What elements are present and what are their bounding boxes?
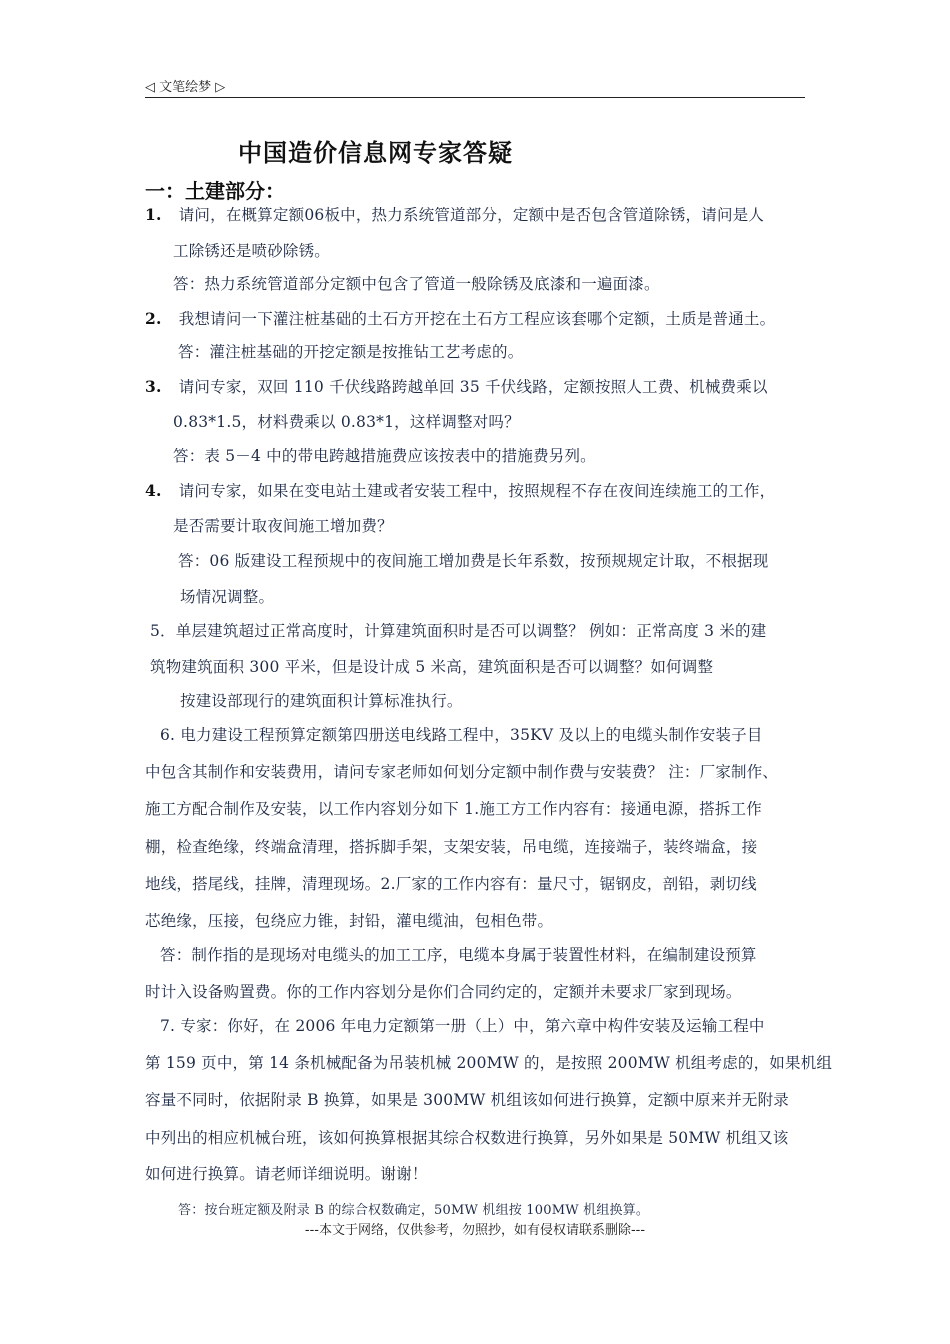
answer-4-line-1: 答：06 版建设工程预规中的夜间施工增加费是长年系数，按预规规定计取，不根据现 <box>178 552 769 570</box>
question-5-line-2: 筑物建筑面积 300 平米，但是设计成 5 米高，建筑面积是否可以调整？如何调整 <box>150 658 714 676</box>
question-6-line-1: 6. 电力建设工程预算定额第四册送电线路工程中，35KV 及以上的电缆头制作安装子目 <box>160 726 763 744</box>
document-title: 中国造价信息网专家答疑 <box>238 138 513 167</box>
section-heading: 一：土建部分： <box>145 179 285 203</box>
header-brand: ◁ 文笔绘梦 ▷ <box>145 80 226 95</box>
question-7-line-2: 第 159 页中，第 14 条机械配备为吊装机械 200MW 的，是按照 200MW 机组考虑的，如果机组 <box>145 1054 833 1072</box>
answer-3: 答：表 5－4 中的带电跨越措施费应该按表中的措施费另列。 <box>173 447 596 465</box>
question-3-line-2: 0.83*1.5，材料费乘以 0.83*1，这样调整对吗？ <box>173 413 520 431</box>
question-3-number: 3. <box>145 377 162 396</box>
question-7-line-1: 7. 专家：你好，在 2006 年电力定额第一册（上）中，第六章中构件安装及运输工程中 <box>160 1017 765 1035</box>
question-2-number: 2. <box>145 309 162 328</box>
question-6-line-6: 芯绝缘，压接，包绕应力锥，封铅，灌电缆油，包相色带。 <box>145 912 554 930</box>
question-6-line-3: 施工方配合制作及安装，以工作内容划分如下 1.施工方工作内容有：接通电源，搭拆工作 <box>145 800 762 818</box>
question-4-line-2: 是否需要计取夜间施工增加费？ <box>173 517 393 535</box>
question-1-text: 请问，在概算定额06板中，热力系统管道部分，定额中是否包含管道除锈，请问是人 <box>178 206 765 224</box>
question-3-line-1 <box>145 375 768 397</box>
question-4-line-1 <box>145 479 775 501</box>
answer-7: 答：按台班定额及附录 B 的综合权数确定，50MW 机组按 100MW 机组换算。 <box>178 1203 650 1218</box>
question-6-line-2: 中包含其制作和安装费用，请问专家老师如何划分定额中制作费与安装费？ 注：厂家制作、 <box>145 763 779 781</box>
answer-6-line-1: 答：制作指的是现场对电缆头的加工工序，电缆本身属于装置性材料，在编制建设预算 <box>160 946 757 964</box>
question-4-number: 4. <box>145 481 162 500</box>
header-rule <box>145 97 805 98</box>
answer-1: 答：热力系统管道部分定额中包含了管道一般除锈及底漆和一遍面漆。 <box>173 275 660 293</box>
answer-2: 答：灌注桩基础的开挖定额是按推钻工艺考虑的。 <box>178 343 524 361</box>
question-5-line-1: 5．单层建筑超过正常高度时，计算建筑面积时是否可以调整？ 例如：正常高度 3 米的建 <box>150 622 767 640</box>
question-3-text: 请问专家，双回 110 千伏线路跨越单回 35 千伏线路，定额按照人工费、机械费乘以 <box>178 378 768 396</box>
question-6-line-5: 地线，搭尾线，挂牌，清理现场。2.厂家的工作内容有：量尺寸，锯钢皮，剖铅，剥切线 <box>145 875 757 893</box>
question-1-number: 1. <box>145 205 162 224</box>
question-6-line-4: 棚，检查绝缘，终端盒清理，搭拆脚手架，支架安装，吊电缆，连接端子，装终端盒，接 <box>145 838 758 856</box>
page-footer: ---本文于网络，仅供参考，勿照抄，如有侵权请联系删除--- <box>304 1223 646 1238</box>
question-2-text: 我想请问一下灌注桩基础的土石方开挖在土石方工程应该套哪个定额，土质是普通土。 <box>178 310 776 328</box>
question-7-line-3: 容量不同时，依据附录 B 换算，如果是 300MW 机组该如何进行换算，定额中原来并无附录 <box>145 1091 789 1109</box>
question-4-text: 请问专家，如果在变电站土建或者安装工程中，按照规程不存在夜间连续施工的工作， <box>178 482 776 500</box>
question-7-line-4: 中列出的相应机械台班，该如何换算根据其综合权数进行换算，另外如果是 50MW 机组又该 <box>145 1129 789 1147</box>
answer-6-line-2: 时计入设备购置费。你的工作内容划分是你们合同约定的，定额并未要求厂家到现场。 <box>145 983 742 1001</box>
answer-5: 按建设部现行的建筑面积计算标准执行。 <box>180 692 463 710</box>
question-7-line-5: 如何进行换算。请老师详细说明。谢谢！ <box>145 1165 428 1183</box>
question-2-line-1 <box>145 307 775 329</box>
page-header <box>145 72 805 98</box>
question-1-line-1 <box>145 203 764 225</box>
answer-4-line-2: 场情况调整。 <box>180 588 275 606</box>
question-1-line-2: 工除锈还是喷砂除锈。 <box>173 242 331 260</box>
